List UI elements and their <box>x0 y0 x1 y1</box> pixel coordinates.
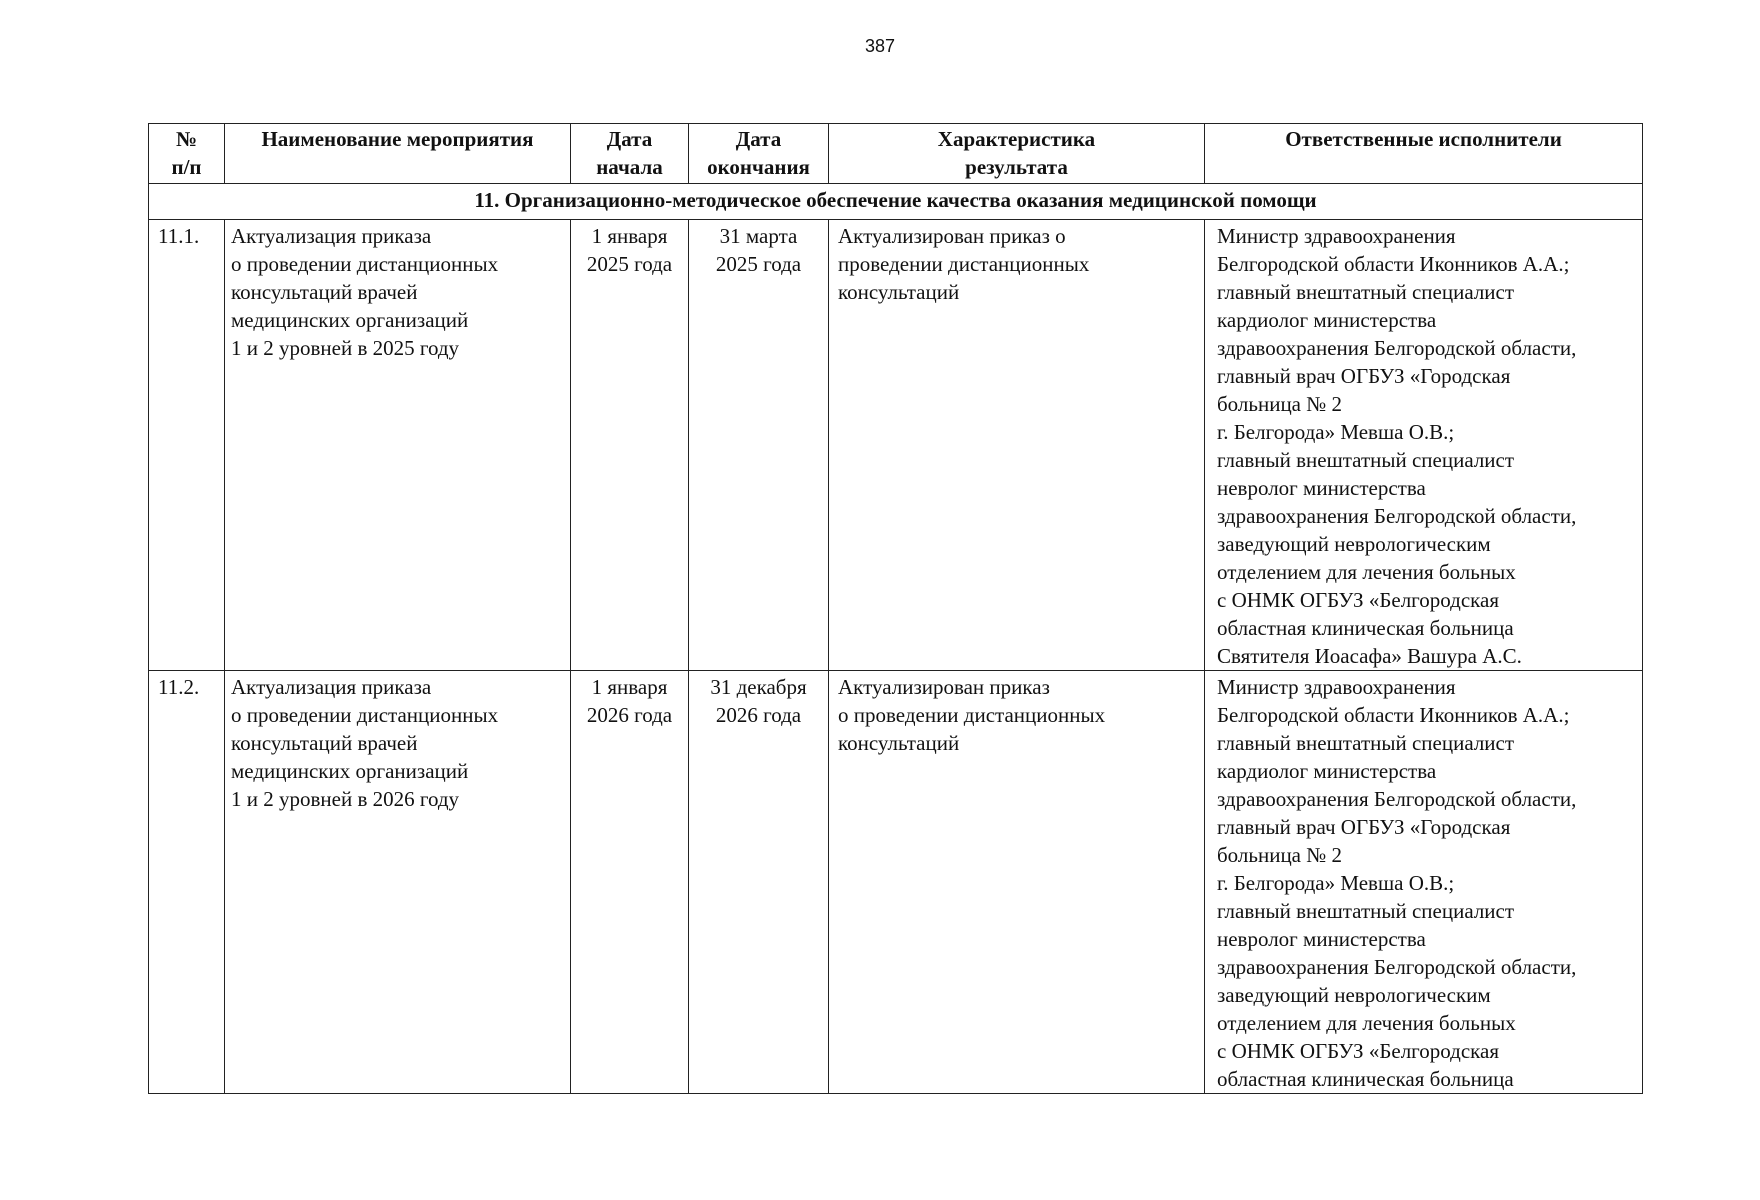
header-line: п/п <box>171 155 202 179</box>
responsible-executors <box>1205 671 1643 1094</box>
header-line: Ответственные исполнители <box>1285 127 1562 151</box>
result-description-line: о проведении дистанционных <box>838 703 1106 727</box>
row-number: 11.2. <box>149 671 225 1094</box>
responsible-executors-line: главный внештатный специалист <box>1217 280 1515 304</box>
section-title: 11. Организационно-методическое обеспечение качества оказания медицинской помощи <box>149 184 1643 220</box>
responsible-executors-line: Министр здравоохранения <box>1217 675 1456 699</box>
start-date-line: 2026 года <box>586 703 673 727</box>
end-date <box>689 671 829 1094</box>
header-line: результата <box>965 155 1068 179</box>
header-row <box>149 124 1643 184</box>
responsible-executors-line: г. Белгорода» Мевша О.В.; <box>1217 871 1455 895</box>
responsible-executors-line: здравоохранения Белгородской области, <box>1217 955 1577 979</box>
activity-name-line: 1 и 2 уровней в 2025 году <box>231 336 460 360</box>
result-description-line: консультаций <box>838 280 960 304</box>
responsible-executors-line: областная клиническая больница <box>1217 616 1514 640</box>
header-line: № <box>175 127 198 151</box>
header-line: Дата <box>606 127 653 151</box>
start-date-line: 2025 года <box>586 252 673 276</box>
responsible-executors-line: главный врач ОГБУЗ «Городская <box>1217 815 1511 839</box>
responsible-executors-line: кардиолог министерства <box>1217 308 1437 332</box>
responsible-executors-line: Святителя Иоасафа» Вашура А.С. <box>1217 644 1522 668</box>
result-description-line: Актуализирован приказ о <box>838 224 1066 248</box>
result-description <box>829 220 1205 671</box>
responsible-executors-line: заведующий неврологическим <box>1217 983 1491 1007</box>
responsible-executors-line: главный внештатный специалист <box>1217 448 1515 472</box>
activity-name <box>225 671 571 1094</box>
responsible-executors-line: невролог министерства <box>1217 476 1426 500</box>
result-description-line: проведении дистанционных <box>838 252 1090 276</box>
end-date-line: 2025 года <box>715 252 802 276</box>
responsible-executors-line: отделением для лечения больных <box>1217 560 1516 584</box>
header-number <box>149 124 225 184</box>
responsible-executors-line: больница № 2 <box>1217 392 1343 416</box>
result-description-line: Актуализирован приказ <box>838 675 1050 699</box>
responsible-executors-line: невролог министерства <box>1217 927 1426 951</box>
responsible-executors-line: кардиолог министерства <box>1217 759 1437 783</box>
activity-name-line: о проведении дистанционных <box>231 703 499 727</box>
responsible-executors-line: здравоохранения Белгородской области, <box>1217 787 1577 811</box>
header-executors <box>1205 124 1643 184</box>
activities-table <box>148 123 1643 1094</box>
header-line: Наименование мероприятия <box>261 127 534 151</box>
start-date <box>571 220 689 671</box>
section-row <box>149 184 1643 220</box>
responsible-executors-line: Белгородской области Иконников А.А.; <box>1217 703 1570 727</box>
table-row <box>149 220 1643 671</box>
activity-name-line: Актуализация приказа <box>231 675 432 699</box>
start-date-line: 1 января <box>591 675 668 699</box>
end-date-line: 31 марта <box>719 224 798 248</box>
responsible-executors-line: главный врач ОГБУЗ «Городская <box>1217 364 1511 388</box>
header-line: Характеристика <box>937 127 1096 151</box>
responsible-executors-line: отделением для лечения больных <box>1217 1011 1516 1035</box>
start-date-line: 1 января <box>591 224 668 248</box>
activity-name-line: медицинских организаций <box>231 759 469 783</box>
result-description <box>829 671 1205 1094</box>
page-number: 387 <box>864 36 896 56</box>
responsible-executors-line: больница № 2 <box>1217 843 1343 867</box>
responsible-executors-line: Белгородской области Иконников А.А.; <box>1217 252 1570 276</box>
activity-name-line: консультаций врачей <box>231 731 418 755</box>
responsible-executors-line: главный внештатный специалист <box>1217 899 1515 923</box>
header-result <box>829 124 1205 184</box>
responsible-executors <box>1205 220 1643 671</box>
responsible-executors-line: здравоохранения Белгородской области, <box>1217 504 1577 528</box>
header-line: начала <box>596 155 663 179</box>
activity-name-line: медицинских организаций <box>231 308 469 332</box>
end-date <box>689 220 829 671</box>
header-activity-name <box>225 124 571 184</box>
header-end-date <box>689 124 829 184</box>
end-date-line: 2026 года <box>715 703 802 727</box>
responsible-executors-line: областная клиническая больница <box>1217 1067 1514 1091</box>
activity-name-line: Актуализация приказа <box>231 224 432 248</box>
header-line: окончания <box>707 155 810 179</box>
activity-name-line: консультаций врачей <box>231 280 418 304</box>
activity-name <box>225 220 571 671</box>
responsible-executors-line: главный внештатный специалист <box>1217 731 1515 755</box>
result-description-line: консультаций <box>838 731 960 755</box>
responsible-executors-line: здравоохранения Белгородской области, <box>1217 336 1577 360</box>
responsible-executors-line: Министр здравоохранения <box>1217 224 1456 248</box>
responsible-executors-line: с ОНМК ОГБУЗ «Белгородская <box>1217 588 1500 612</box>
responsible-executors-line: г. Белгорода» Мевша О.В.; <box>1217 420 1455 444</box>
responsible-executors-line: с ОНМК ОГБУЗ «Белгородская <box>1217 1039 1500 1063</box>
header-start-date <box>571 124 689 184</box>
header-line: Дата <box>735 127 782 151</box>
row-number: 11.1. <box>149 220 225 671</box>
activity-name-line: 1 и 2 уровней в 2026 году <box>231 787 460 811</box>
start-date <box>571 671 689 1094</box>
activity-name-line: о проведении дистанционных <box>231 252 499 276</box>
table-row <box>149 671 1643 1094</box>
end-date-line: 31 декабря <box>710 675 807 699</box>
responsible-executors-line: заведующий неврологическим <box>1217 532 1491 556</box>
